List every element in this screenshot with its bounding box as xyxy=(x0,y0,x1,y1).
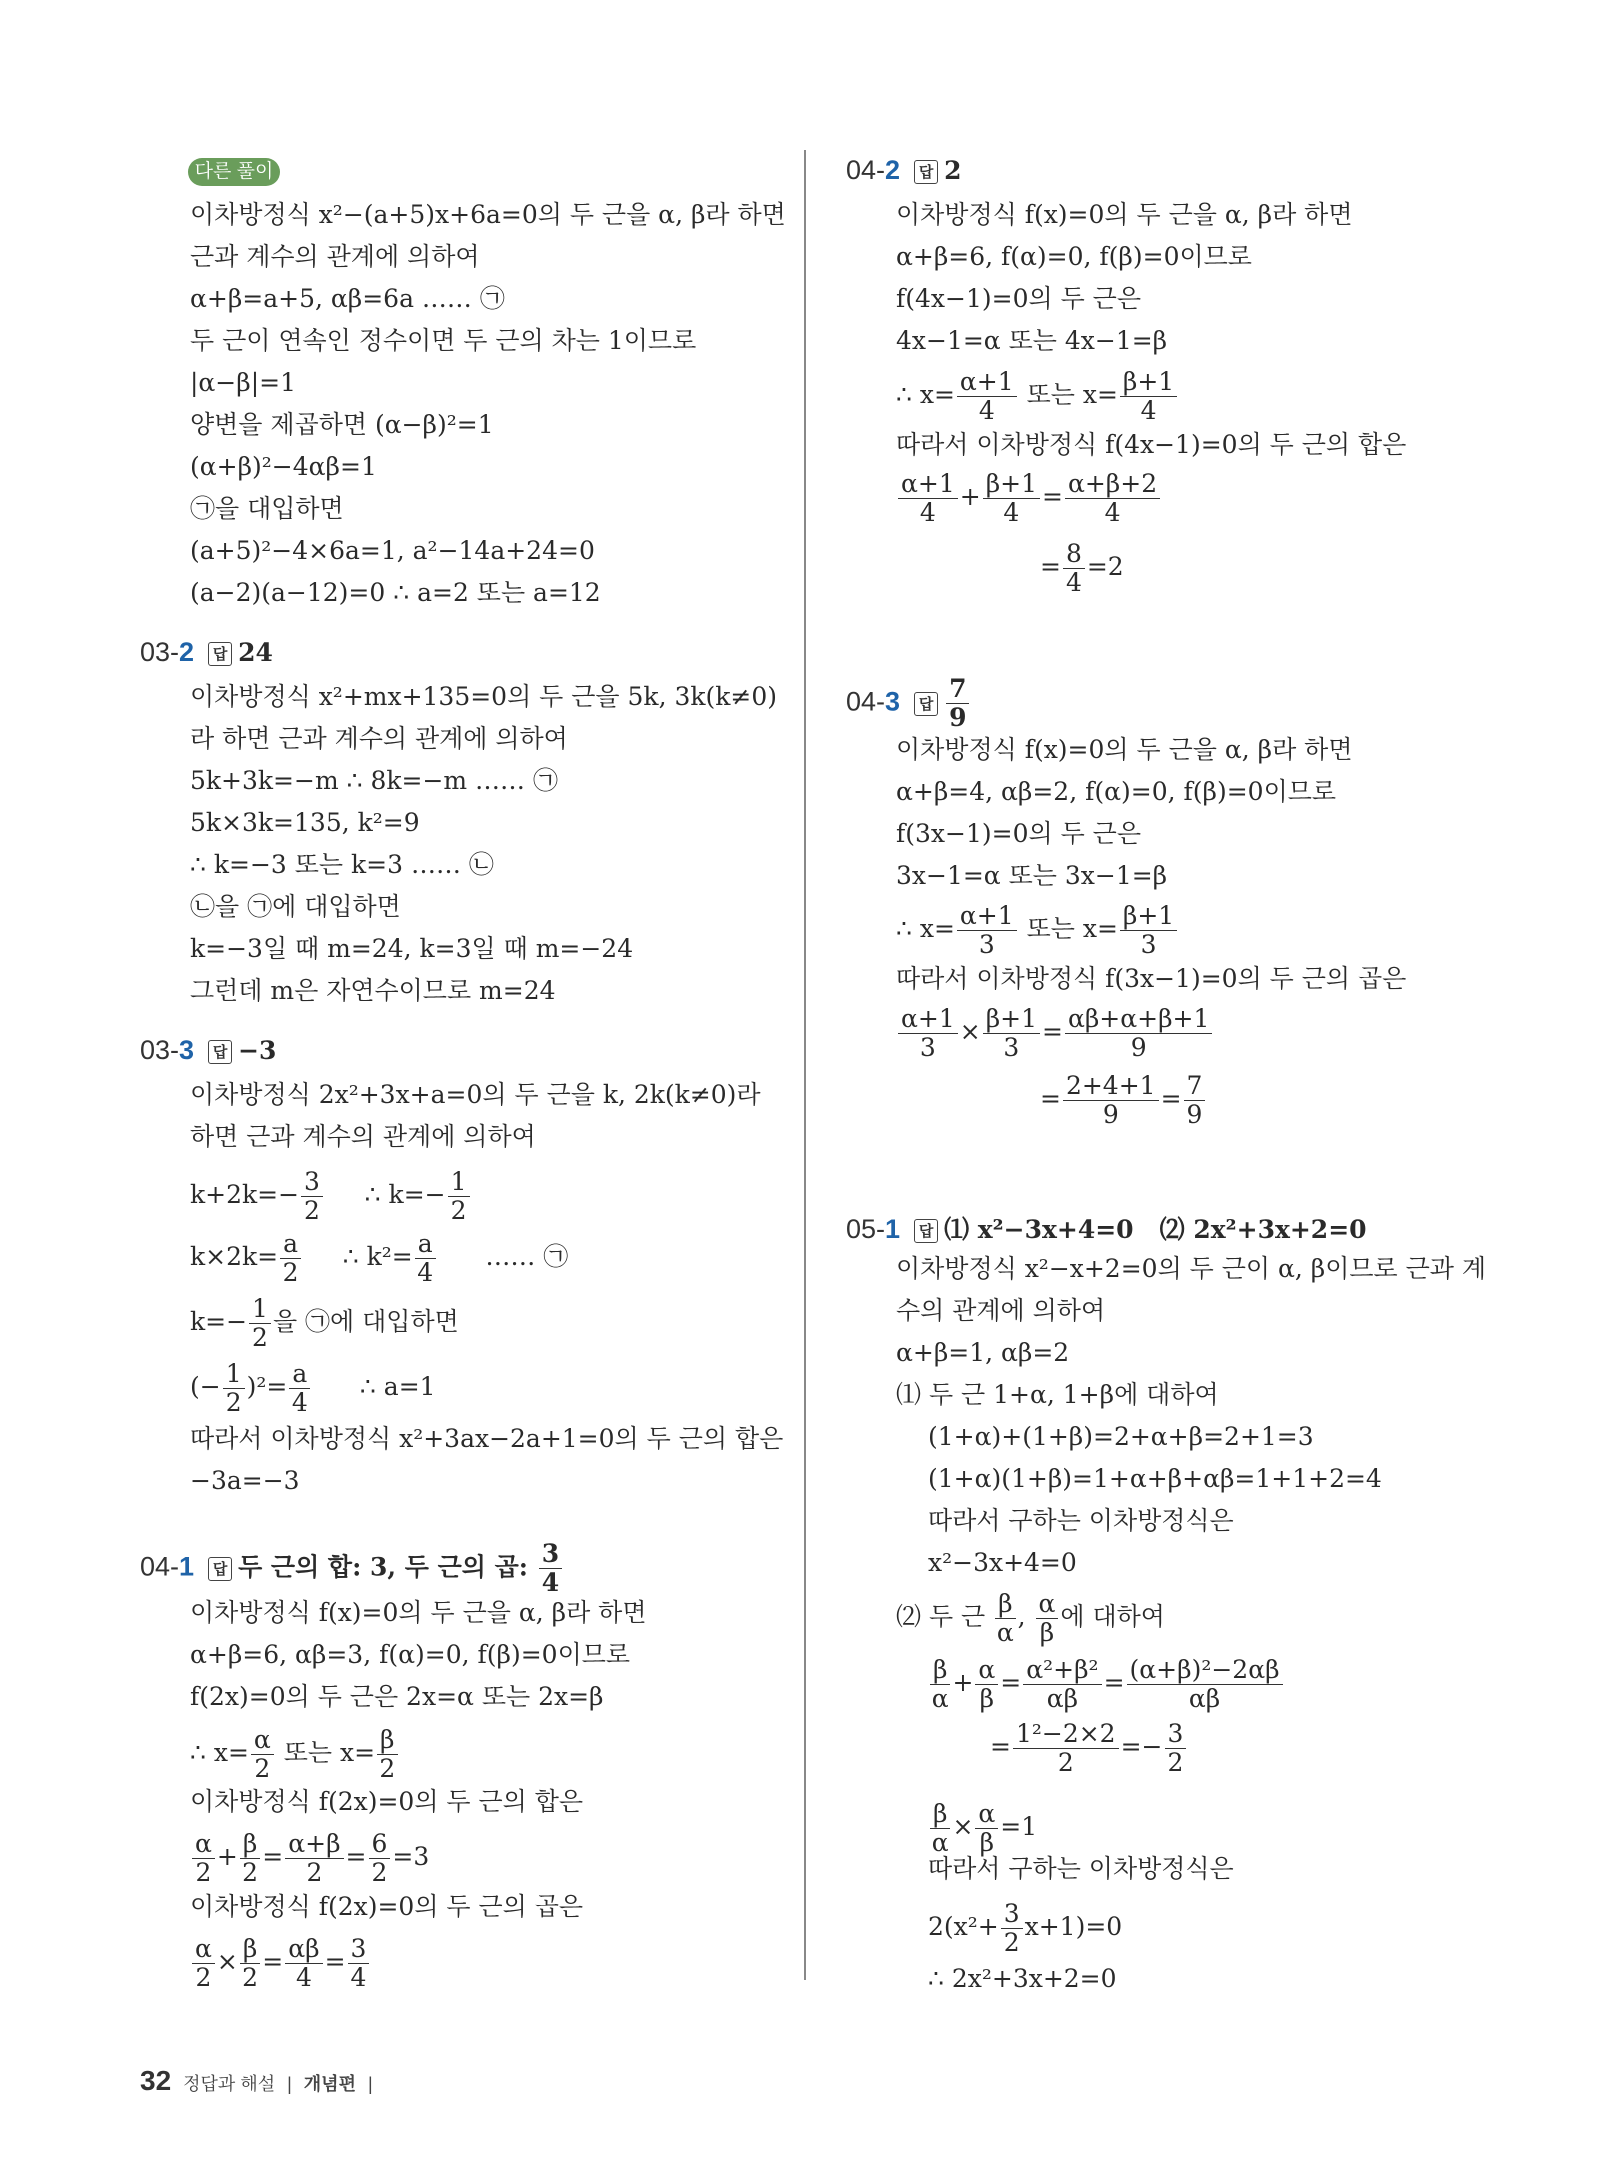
text-line: ∴ 2x²+3x+2=0 xyxy=(928,1964,1117,1993)
problem-heading-03-2: 03-2 답 24 xyxy=(140,637,273,667)
text-line: (1+α)(1+β)=1+α+β+αβ=1+1+2=4 xyxy=(928,1464,1382,1493)
answer-icon: 답 xyxy=(914,1219,938,1243)
text-line: 수의 관계에 의하여 xyxy=(896,1296,1106,1325)
text-line: (a−2)(a−12)=0 ∴ a=2 또는 a=12 xyxy=(190,578,601,607)
formula-line: ∴ x= $\frac{\alpha}{2}$ 또는 x= $\frac{\beta}{2}$ xyxy=(190,1726,400,1783)
answer: −3 xyxy=(238,1036,277,1065)
answer-icon: 답 xyxy=(208,1557,232,1581)
answer: 두 근의 합: 3, 두 근의 곱: xyxy=(238,1552,537,1582)
formula-line: ∴ x= $\frac{\alpha+1}{4}$ 또는 x= $\frac{\beta+1}{4}$ xyxy=(896,368,1179,425)
column-divider xyxy=(804,150,806,1980)
text-line: 따라서 구하는 이차방정식은 xyxy=(928,1854,1234,1883)
problem-heading-04-3: 04-3 답 $\frac{7}{9}$ xyxy=(846,675,971,732)
formula-line: $\frac{\beta}{\alpha}$ × $\frac{\alpha}{\beta}$ =1 xyxy=(931,1799,1038,1857)
formula-line: $\frac{\alpha}{2}$ + $\frac{\beta}{2}$ = $\frac{\alpha+\beta}{2}$ = $\frac{6}{2}$ =3 xyxy=(190,1830,429,1887)
text-line: 이차방정식 f(x)=0의 두 근을 α, β라 하면 xyxy=(190,1598,647,1627)
text-line: 이차방정식 x²−(a+5)x+6a=0의 두 근을 α, β라 하면 xyxy=(190,200,786,229)
text-line: (α+β)²−4αβ=1 xyxy=(190,452,377,481)
text-line: ㉠을 대입하면 xyxy=(190,494,344,523)
text-line: (a+5)²−4×6a=1, a²−14a+24=0 xyxy=(190,536,595,565)
formula-line: ∴ x= $\frac{\alpha+1}{3}$ 또는 x= $\frac{\beta+1}{3}$ xyxy=(896,902,1179,959)
formula-line: $\frac{\alpha}{2}$ × $\frac{\beta}{2}$ = $\frac{\alpha\beta}{4}$ = $\frac{3}{4}$ xyxy=(190,1935,371,1992)
text-line: α+β=a+5, αβ=6a …… ㉠ xyxy=(190,284,505,313)
text-line: 따라서 구하는 이차방정식은 xyxy=(928,1506,1234,1535)
text-line: α+β=4, αβ=2, f(α)=0, f(β)=0이므로 xyxy=(896,777,1337,806)
text-line: 이차방정식 f(2x)=0의 두 근의 곱은 xyxy=(190,1892,584,1921)
text-line: ∴ k=−3 또는 k=3 …… ㉡ xyxy=(190,850,494,879)
formula-line: = $\frac{2+4+1}{9}$ = $\frac{7}{9}$ xyxy=(1040,1072,1207,1129)
text-line: 이차방정식 2x²+3x+a=0의 두 근을 k, 2k(k≠0)라 xyxy=(190,1080,761,1109)
text-line: 따라서 이차방정식 x²+3ax−2a+1=0의 두 근의 합은 xyxy=(190,1424,784,1453)
text-line: 따라서 이차방정식 f(3x−1)=0의 두 근의 곱은 xyxy=(896,964,1407,993)
text-line: α+β=6, f(α)=0, f(β)=0이므로 xyxy=(896,242,1252,271)
text-line: f(2x)=0의 두 근은 2x=α 또는 2x=β xyxy=(190,1682,604,1711)
formula-line: = $\frac{\text{1²−2×2}}{2}$ =− $\frac{3}{2}$ xyxy=(990,1720,1188,1777)
text-line: 이차방정식 x²−x+2=0의 두 근이 α, β이므로 근과 계 xyxy=(896,1254,1487,1283)
text-line: 3x−1=α 또는 3x−1=β xyxy=(896,861,1168,890)
text-line: 근과 계수의 관계에 의하여 xyxy=(190,242,480,271)
text-line: x²−3x+4=0 xyxy=(928,1548,1077,1577)
text-line: 두 근이 연속인 정수이면 두 근의 차는 1이므로 xyxy=(190,326,697,355)
formula-line: = $\frac{8}{4}$ =2 xyxy=(1040,539,1124,597)
text-line: (1+α)+(1+β)=2+α+β=2+1=3 xyxy=(928,1422,1314,1451)
formula-line: (− $\frac{1}{2}$ )²= $\frac{a}{4}$ ∴ a=1 xyxy=(190,1359,436,1417)
text-line: |α−β|=1 xyxy=(190,368,296,397)
text-line: 라 하면 근과 계수의 관계에 의하여 xyxy=(190,724,568,753)
answer-icon: 답 xyxy=(208,642,232,666)
text-line: f(4x−1)=0의 두 근은 xyxy=(896,284,1141,313)
text-line: ⑴ 두 근 1+α, 1+β에 대하여 xyxy=(896,1380,1219,1409)
formula-line: $\frac{\beta}{\alpha}$ + $\frac{\alpha}{\beta}$ = $\frac{\text{α²+β²}}{\alpha\beta}$ = $\frac{\text{(α+β)²−2αβ}}{\alpha\beta}$ xyxy=(928,1656,1285,1713)
text-line: 4x−1=α 또는 4x−1=β xyxy=(896,326,1168,355)
answer-icon: 답 xyxy=(914,692,938,716)
formula-line: k=− $\frac{1}{2}$ 을 ㉠에 대입하면 xyxy=(190,1294,459,1352)
text-line: 이차방정식 f(x)=0의 두 근을 α, β라 하면 xyxy=(896,735,1353,764)
text-line: α+β=6, αβ=3, f(α)=0, f(β)=0이므로 xyxy=(190,1640,631,1669)
text-line: α+β=1, αβ=2 xyxy=(896,1338,1070,1367)
problem-heading-03-3: 03-3 답 −3 xyxy=(140,1035,277,1065)
formula-line: k×2k= $\frac{a}{2}$ ∴ k²= $\frac{a}{4}$ …… ㉠ xyxy=(190,1229,569,1287)
formula-line: ⑵ 두 근 $\frac{\beta}{\alpha}$ , $\frac{\alpha}{\beta}$ 에 대하여 xyxy=(896,1589,1165,1647)
text-line: k=−3일 때 m=24, k=3일 때 m=−24 xyxy=(190,934,634,963)
answer-icon: 답 xyxy=(208,1040,232,1064)
text-line: f(3x−1)=0의 두 근은 xyxy=(896,819,1141,848)
formula-line: k+2k=− $\frac{3}{2}$ ∴ k=− $\frac{1}{2}$ xyxy=(190,1168,472,1225)
answer: ⑴ x²−3x+4=0 ⑵ 2x²+3x+2=0 xyxy=(944,1215,1367,1244)
text-line: 5k×3k=135, k²=9 xyxy=(190,808,420,837)
answer: 24 xyxy=(238,638,273,667)
problem-heading-05-1: 05-1 답 ⑴ x²−3x+4=0 ⑵ 2x²+3x+2=0 xyxy=(846,1214,1367,1244)
formula-line: $\frac{\alpha+1}{4}$ + $\frac{\beta+1}{4}$ = $\frac{\alpha+\beta+2}{4}$ xyxy=(896,470,1162,527)
answer: 2 xyxy=(944,156,962,185)
formula-line: 2(x²+ $\frac{3}{2}$ x+1)=0 xyxy=(928,1899,1123,1957)
text-line: −3a=−3 xyxy=(190,1466,300,1495)
text-line: 5k+3k=−m ∴ 8k=−m …… ㉠ xyxy=(190,766,559,795)
problem-heading-04-1: 04-1 답 두 근의 합: 3, 두 근의 곱: $\frac{3}{4}$ xyxy=(140,1540,564,1597)
text-line: 하면 근과 계수의 관계에 의하여 xyxy=(190,1122,536,1151)
formula-line: $\frac{\alpha+1}{3}$ × $\frac{\beta+1}{3}$ = $\frac{\alpha\beta+\alpha+\beta+1}{9}$ xyxy=(896,1005,1214,1062)
text-line: 이차방정식 x²+mx+135=0의 두 근을 5k, 3k(k≠0) xyxy=(190,682,778,711)
answer-icon: 답 xyxy=(914,160,938,184)
problem-heading-04-2: 04-2 답 2 xyxy=(846,155,962,185)
alt-solution-badge: 다른 풀이 xyxy=(188,158,280,186)
text-line: 그런데 m은 자연수이므로 m=24 xyxy=(190,976,556,1005)
text-line: 따라서 이차방정식 f(4x−1)=0의 두 근의 합은 xyxy=(896,430,1407,459)
answer: $\frac{7}{9}$ xyxy=(946,675,969,732)
text-line: 이차방정식 f(2x)=0의 두 근의 합은 xyxy=(190,1787,584,1816)
text-line: ㉡을 ㉠에 대입하면 xyxy=(190,892,401,921)
page-footer: 32 정답과 해설 | 개념편 | xyxy=(140,2065,373,2096)
page-number: 32 xyxy=(140,2065,172,2096)
text-line: 양변을 제곱하면 (α−β)²=1 xyxy=(190,410,494,439)
text-line: 이차방정식 f(x)=0의 두 근을 α, β라 하면 xyxy=(896,200,1353,229)
